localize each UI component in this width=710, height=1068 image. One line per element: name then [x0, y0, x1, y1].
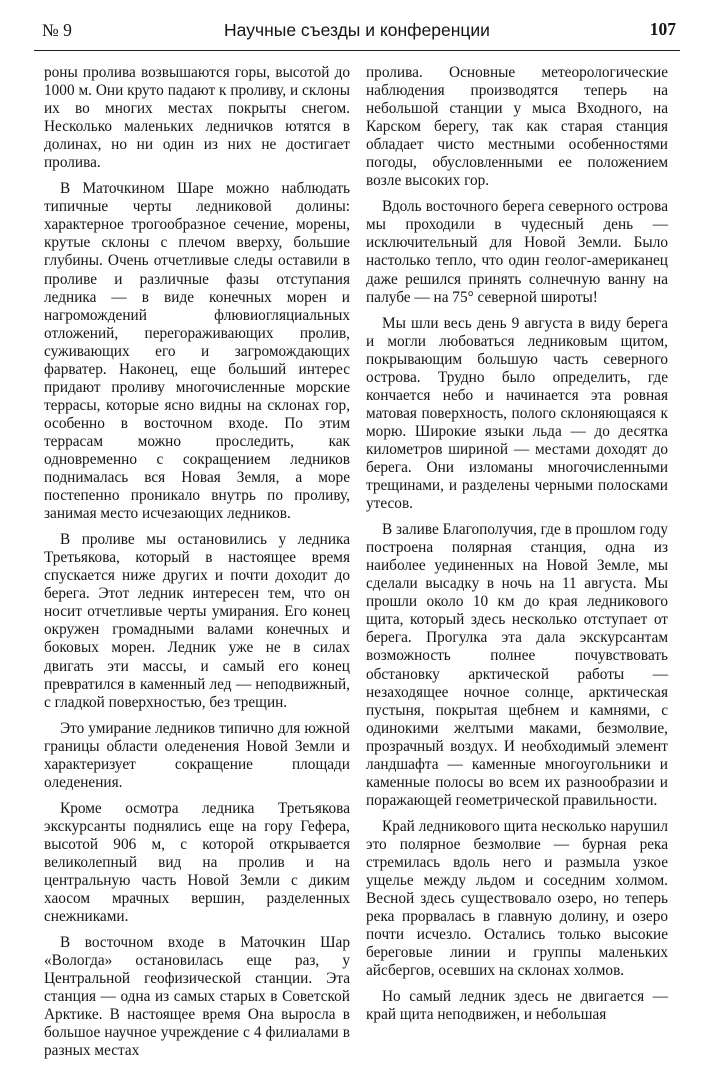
paragraph: Мы шли весь день 9 августа в виду берега и могли любоваться ледниковым щитом, покрывающим большую часть северного острова. Трудно было определить, где кончается небо и начинается эта ровная матовая поверхность, полого склоняющаяся к морю. Широкие языки льда — до десятка километров шириной — местами доходят до берега. Они изломаны многочисленными трещинами, и разделены черными полосками утесов.: [366, 314, 668, 513]
paragraph: В восточном входе в Маточкин Шар «Вологда» остановилась еще раз, у Центральной геофизической станции. Эта станция — одна из самых старых в Советской Арктике. В настоящее время Она выросла в большое научное учреждение с 4 филиалами в разных местах: [44, 934, 350, 1060]
paragraph: Край ледникового щита несколько нарушил это полярное безмолвие — бурная река стремилась вдоль него и размыла узкое ущелье между льдом и соседним холмом. Весной здесь существовало озеро, но теперь река прорвалась в главную долину, и озеро почти исчезло. Остались только высокие береговые линии и группы маленьких айсбергов, осевших на склонах холмов.: [366, 817, 668, 980]
page-number: 107: [649, 19, 676, 39]
paragraph: В Маточкином Шаре можно наблюдать типичные черты ледниковой долины: характерное трогообразное сечение, морены, крутые склоны с плечом вверху, большие глубины. Очень отчетливые следы оставили в проливе и различные фазы отступания ледника — в виде конечных морен и нагромождений флювиогляциальных отложений, перегораживающих пролив, суживающих его и загромождающих фарватер. Наконец, еще больший интерес придают проливу многочисленные морские террасы, которые ясно видны на склонах гор, особенно в восточном входе. По этим террасам можно проследить, как одновременно с сокращением ледников поднималась вся Новая Земля, а море постепенно проникало внутрь по проливу, занимая место исчезающих ледников.: [44, 180, 350, 523]
paragraph: Но самый ледник здесь не двигается — край щита неподвижен, и небольшая: [366, 988, 668, 1024]
paragraph: Это умирание ледников типично для южной границы области оледенения Новой Земли и характеризует сокращение площади оледенения.: [44, 719, 350, 791]
paragraph: В проливе мы остановились у ледника Третьякова, который в настоящее время спускается ниже других и почти доходит до берега. Этот ледник интересен тем, что он носит отчетливые черты умирания. Его конец окружен громадными валами конечных и боковых морен. Ледник уже не в силах двигать эти массы, и самый его конец превратился в каменный лед — неподвижный, с гладкой поверхностью, без трещин.: [44, 531, 350, 711]
paragraph: пролива. Основные метеорологические наблюдения производятся теперь на небольшой станции у мыса Входного, на Карском берегу, так как старая станция обладает чисто местными особенностями погоды, обусловленными ее положением возле высоких гор.: [366, 64, 668, 190]
running-header: [34, 14, 680, 51]
paragraph: В заливе Благополучия, где в прошлом году построена полярная станция, одна из наиболее уединенных на Новой Земле, мы сделали высадку в ночь на 11 августа. Мы прошли около 10 км до края ледникового щита, который здесь несколько отступает от берега. Прогулка эта дала экскурсантам возможность полнее почувствовать обстановку арктической работы — незаходящее ночное солнце, арктическая пустыня, покрытая щебнем и камнями, с одинокими желтыми маками, безмолвие, прозрачный воздух. И необходимый элемент ландшафта — каменные многоугольники и каменные полосы во всем их разнообразии и поражающей геометрической правильности.: [366, 521, 668, 809]
paragraph: Вдоль восточного берега северного острова мы проходили в чудесный день — исключительный для Новой Земли. Было настолько тепло, что один геолог-американец даже решился принять солнечную ванну на палубе — на 75° северной широты!: [366, 198, 668, 306]
left-text-column: [44, 64, 350, 1068]
paragraph: роны пролива возвышаются горы, высотой до 1000 м. Они круто падают к проливу, и склоны их во многих местах покрыты снегом. Несколько маленьких ледничков ютятся в долинах, но ни один из них не достигает пролива.: [44, 64, 350, 172]
section-title: Научные съезды и конференции: [224, 20, 490, 40]
paragraph: Кроме осмотра ледника Третьякова экскурсанты поднялись еще на гору Гефера, высотой 906 м, с которой открывается великолепный вид на пролив и на центральную часть Новой Земли с диким хаосом мрачных вершин, разделенных снежниками.: [44, 799, 350, 926]
issue-number: № 9: [42, 20, 72, 40]
right-text-column: [366, 64, 668, 1032]
